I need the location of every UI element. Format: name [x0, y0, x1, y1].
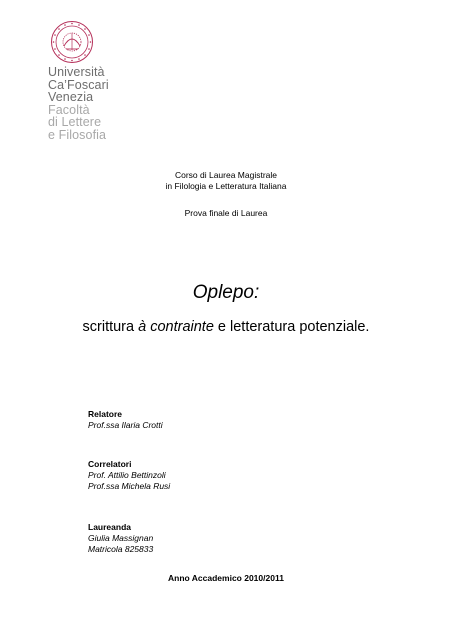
university-name-line: Ca’Foscari	[48, 77, 109, 92]
faculty-name-line: di Lettere	[48, 115, 102, 130]
laureanda-section	[88, 522, 153, 555]
matricola: Matricola 825833	[88, 544, 154, 554]
university-logo	[48, 20, 128, 150]
faculty-name-line: Facoltà	[48, 102, 90, 117]
course-line: in Filologia e Letteratura Italiana	[165, 181, 287, 191]
laureanda-heading: Laureanda	[88, 522, 131, 532]
subtitle-part: scrittura	[82, 319, 139, 335]
course-line: Corso di Laurea Magistrale	[174, 170, 278, 180]
prova-finale: Prova finale di Laurea	[184, 208, 268, 218]
relatore-name: Prof.ssa Ilaria Crotti	[88, 420, 163, 430]
course-info	[0, 170, 452, 192]
university-name-line: Università	[48, 65, 105, 79]
thesis-subtitle	[0, 319, 452, 335]
faculty-name-line: e Filosofia	[48, 127, 107, 142]
correlatori-section	[88, 459, 170, 492]
laureanda-name: Giulia Massignan	[88, 533, 154, 543]
thesis-title: Oplepo:	[192, 282, 260, 303]
anno-accademico: Anno Accademico 2010/2011	[168, 573, 284, 583]
correlatori-heading: Correlatori	[88, 459, 132, 469]
university-seal-icon	[50, 20, 94, 64]
subtitle-part: e letteratura potenziale.	[213, 319, 370, 335]
university-name	[48, 66, 109, 142]
correlatore-name: Prof.ssa Michela Rusi	[88, 481, 171, 491]
subtitle-italic-part: à contrainte	[138, 319, 214, 335]
relatore-heading: Relatore	[88, 409, 123, 419]
university-name-line: Venezia	[48, 90, 94, 105]
relatore-section	[88, 409, 163, 431]
correlatore-name: Prof. Attilio Bettinzoli	[88, 470, 166, 480]
